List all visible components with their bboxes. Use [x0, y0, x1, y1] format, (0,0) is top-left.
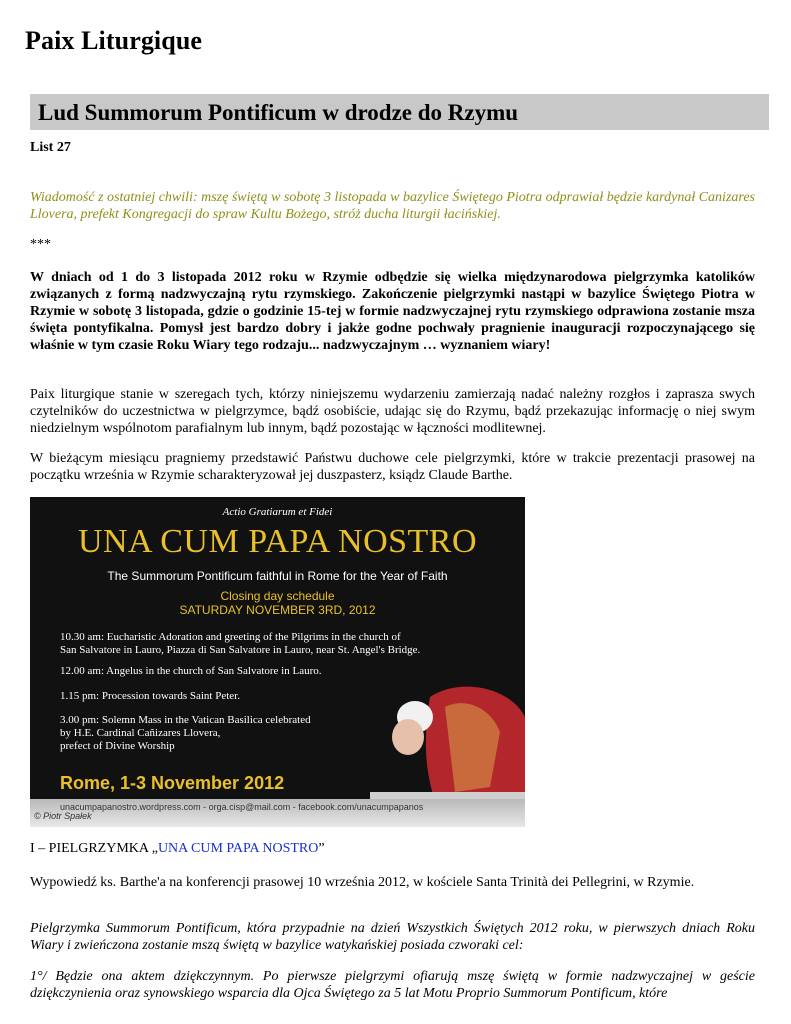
poster-main-title: UNA CUM PAPA NOSTRO — [77, 523, 478, 560]
poster-schedule-line: by H.E. Cardinal Cañizares Llovera, — [60, 727, 221, 739]
poster-schedule-line: 10.30 am: Eucharistic Adoration and greeting of the Pilgrims in the church of — [60, 631, 401, 643]
section-prefix: I – PIELGRZYMKA „ — [30, 841, 158, 856]
separator: *** — [30, 237, 51, 252]
section-suffix: ” — [318, 841, 325, 856]
poster-schedule-line: 1.15 pm: Procession towards Saint Peter. — [60, 690, 240, 702]
list-label: List 27 — [30, 140, 71, 155]
lead-paragraph: W dniach od 1 do 3 listopada 2012 roku w Rzymie odbędzie się wielka międzynarodowa pielgrzymka katolików związanych z formą nadzwyczajną rytu rzymskiego. Zakończenie pielgrzymki nastąpi w bazylice Świętego Piotra w Rzymie w sobotę 3 listopada, gdzie o godzinie 15-tej w formie nadzwyczajnej rytu rzymskiego odprawiona zostanie msza święta pontyfikalna. Pomysł jest bardzo dobry i jakże godne pochwały pragnienie inauguracji rozpoczynającego się właśnie w tym czasie Roku Wiary tego rodzaju... nadzwyczajnym … wyznaniem wiary! — [30, 270, 755, 353]
paragraph-5: 1°/ Będzie ona aktem dziękczynnym. Po pierwsze pielgrzymi ofiarują mszę świętą w formie nadzwyczajnej w geście dziękczynienia oraz synowskiego wsparcia dla Ojca Świętego za 5 lat Motu Proprio Summorum Pontificum, które — [30, 969, 755, 1001]
poster-schedule-line: prefect of Divine Worship — [60, 740, 175, 752]
site-title: Paix Liturgique — [25, 26, 203, 55]
poster-rome-dates: Rome, 1-3 November 2012 — [60, 773, 285, 793]
paragraph-3: Wypowiedź ks. Barthe'a na konferencji prasowej 10 września 2012, w kościele Santa Trinità dei Pellegrini, w Rzymie. — [30, 875, 695, 890]
poster-subtitle: The Summorum Pontificum faithful in Rome for the Year of Faith — [107, 569, 448, 583]
event-poster-image — [30, 497, 525, 827]
article-title: Lud Summorum Pontificum w drodze do Rzymu — [38, 100, 519, 125]
article-title-bar — [30, 94, 769, 130]
news-flash: Wiadomość z ostatniej chwili: mszę świętą w sobotę 3 listopada w bazylice Świętego Piotra odprawiał będzie kardynał Canizares Llovera, prefekt Kongregacji do spraw Kultu Bożego, stróż ducha liturgii łacińskiej. — [30, 190, 755, 222]
pope-figure-illustration — [370, 677, 525, 817]
poster-date: SATURDAY NOVEMBER 3RD, 2012 — [179, 603, 376, 617]
section-heading — [30, 841, 325, 857]
una-cum-papa-nostro-link[interactable]: UNA CUM PAPA NOSTRO — [157, 841, 319, 856]
poster-schedule-line: 12.00 am: Angelus in the church of San Salvatore in Lauro. — [60, 665, 322, 677]
paragraph-2: W bieżącym miesiącu pragniemy przedstawić Państwu duchowe cele pielgrzymki, które w trakcie prezentacji prasowej na początku września w Rzymie scharakteryzował jej duszpasterz, ksiądz Claude Barthe. — [30, 451, 755, 483]
poster-schedule-line: San Salvatore in Lauro, Piazza di San Salvatore in Lauro, near St. Angel's Bridge. — [60, 644, 421, 656]
poster-closing: Closing day schedule — [220, 589, 335, 603]
poster-kicker: Actio Gratiarum et Fidei — [222, 506, 333, 518]
poster-schedule-line: 3.00 pm: Solemn Mass in the Vatican Basilica celebrated — [60, 714, 311, 726]
paragraph-1: Paix liturgique stanie w szeregach tych, którzy niniejszemu wydarzeniu zamierzają nadać należny rozgłos i zaprasza swych czytelników do uczestnictwa w pielgrzymce, bądź osobiście, udając się do Rzymu, bądź przekazując informację o niej swym niedzielnym wspólnotom parafialnym lub innym, bądź pozostając w łączności modlitewnej. — [30, 387, 755, 436]
poster-credit: © Piotr Spałek — [34, 811, 92, 821]
paragraph-4: Pielgrzymka Summorum Pontificum, która przypadnie na dzień Wszystkich Świętych 2012 roku, w pierwszych dniach Roku Wiary i zwieńczona zostanie mszą świętą w bazylice watykańskiej posiada czworaki cel: — [30, 921, 755, 953]
poster-footer: unacumpapanostro.wordpress.com - orga.cisp@mail.com - facebook.com/unacumpapanos — [30, 799, 525, 827]
